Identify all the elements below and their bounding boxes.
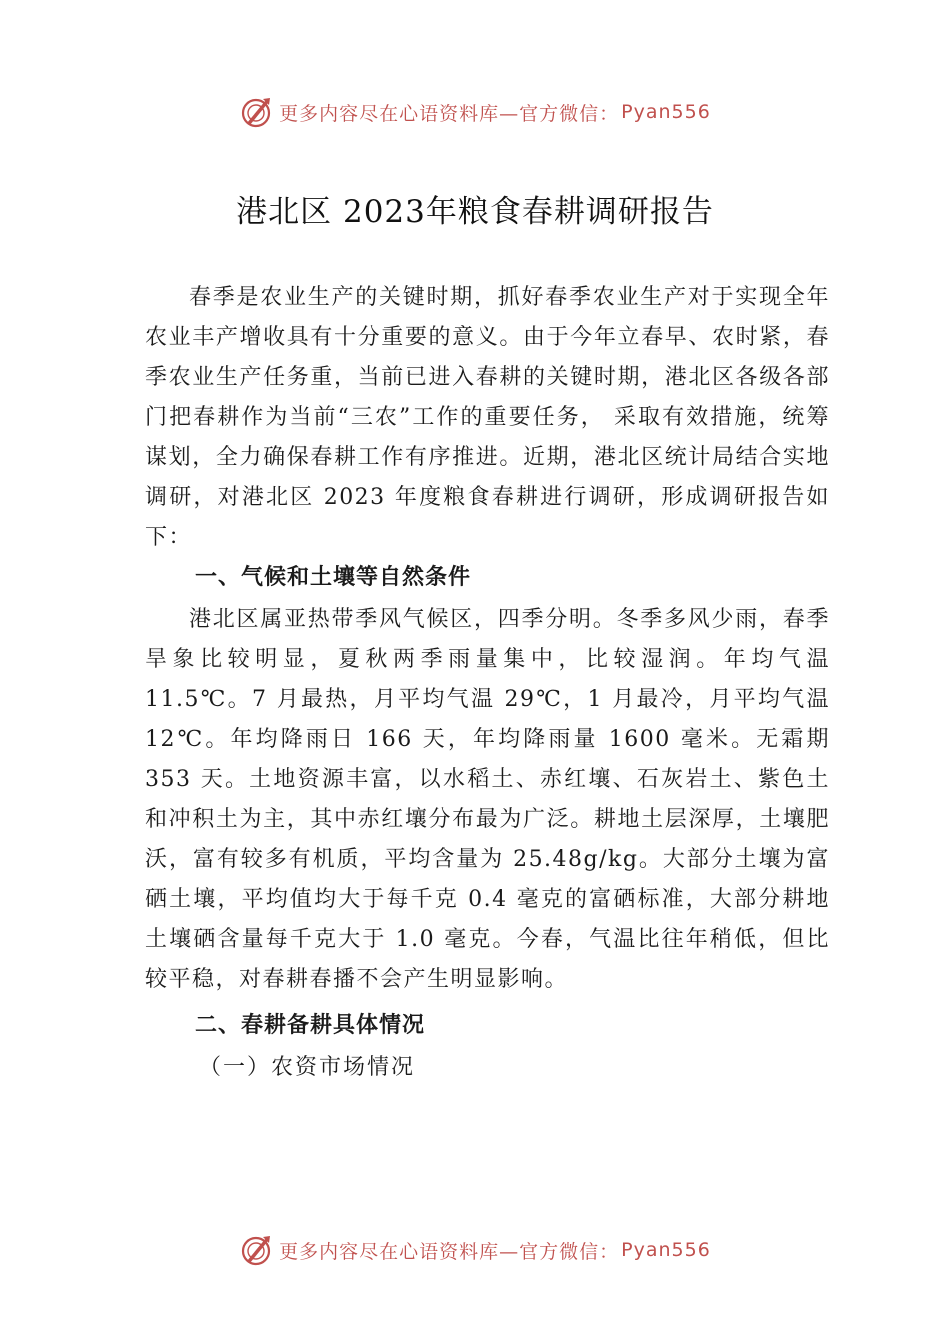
watermark-wechat-id: Pyan556	[621, 101, 711, 123]
section-heading-1: 一、气候和土壤等自然条件	[195, 565, 472, 590]
subsection-heading-2-1: （一）农资市场情况	[199, 1055, 416, 1080]
section-heading-2: 二、春耕备耕具体情况	[195, 1013, 426, 1038]
watermark-wechat-id: Pyan556	[621, 1239, 711, 1261]
watermark-text: 更多内容尽在心语资料库—官方微信：	[279, 102, 620, 125]
watermark-text: 更多内容尽在心语资料库—官方微信：	[279, 1240, 620, 1263]
watermark-header	[0, 95, 950, 129]
watermark-footer	[0, 1233, 950, 1267]
quill-seal-icon	[239, 95, 273, 129]
section-1-paragraph: 港北区属亚热带季风气候区，四季分明。冬季多风少雨，春季旱象比较明显，夏秋两季雨量集中，比较湿润。年均气温 11.5℃。7 月最热，月平均气温 29℃，1 月最冷，月平均气温 12℃。年均降雨日 166 天，年均降雨量 1600 毫米。无霜期 353 天。土地资源丰富，以水稻土、赤红壤、石灰岩土、紫色土和冲积土为主，其中赤红壤分布最为广泛。耕地土层深厚，土壤肥沃，富有较多有机质，平均含量为 25.48g/kg。大部分土壤为富硒土壤，平均值均大于每千克 0.4 毫克的富硒标准，大部分耕地土壤硒含量每千克大于 1.0 毫克。今春，气温比往年稍低，但比较平稳，对春耕春播不会产生明显影响。	[145, 607, 830, 992]
intro-paragraph: 春季是农业生产的关键时期，抓好春季农业生产对于实现全年农业丰产增收具有十分重要的意义。由于今年立春早、农时紧，春季农业生产任务重，当前已进入春耕的关键时期，港北区各级各部门把春耕作为当前“三农”工作的重要任务， 采取有效措施，统筹谋划，全力确保春耕工作有序推进。近期，港北区统计局结合实地调研，对港北区 2023 年度粮食春耕进行调研，形成调研报告如下：	[145, 285, 830, 550]
document-body	[145, 278, 830, 1090]
quill-seal-icon	[239, 1233, 273, 1267]
page-title: 港北区 2023年粮食春耕调研报告	[236, 194, 714, 230]
